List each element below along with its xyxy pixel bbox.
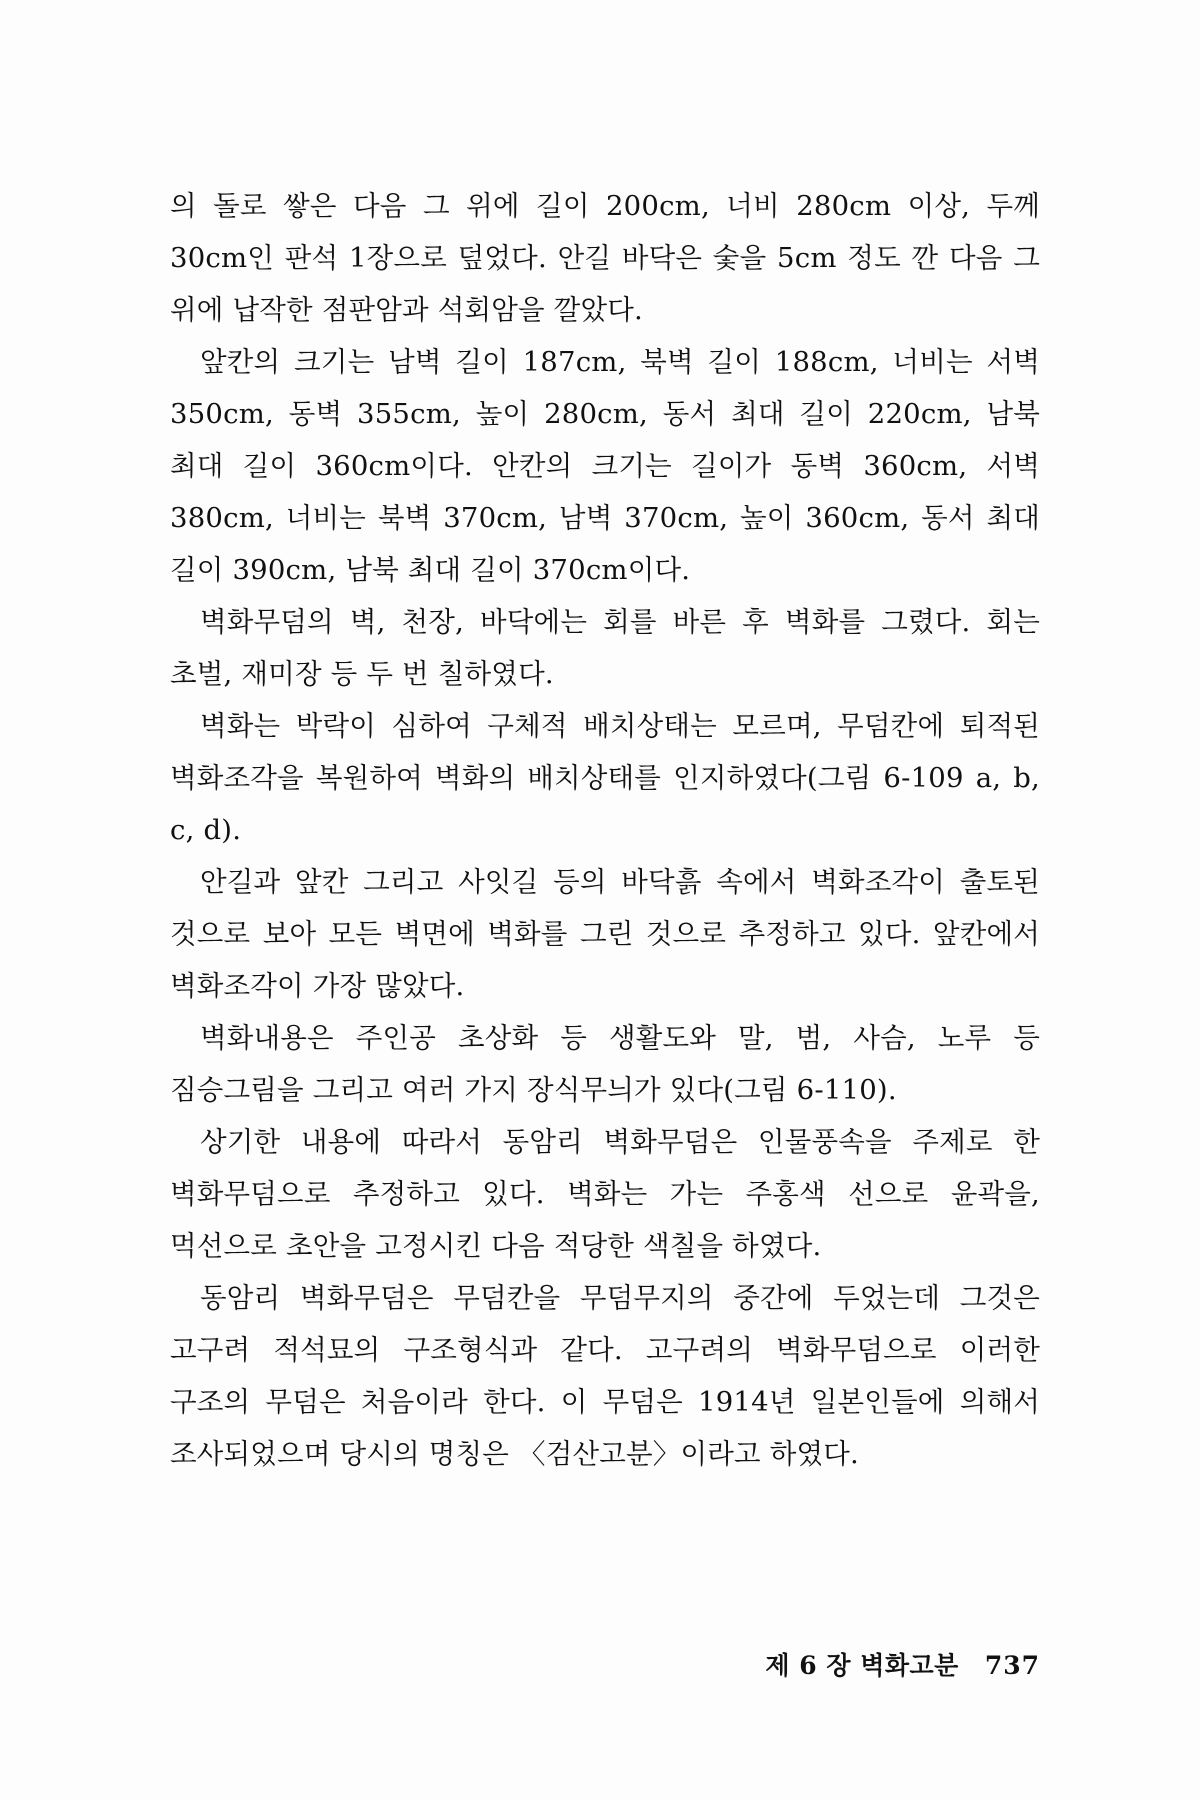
footer-chapter-label: 제 6 장 벽화고분 <box>765 1651 959 1680</box>
paragraph: 벽화내용은 주인공 초상화 등 생활도와 말, 범, 사슴, 노루 등 짐승그림을 그리고 여러 가지 장식무늬가 있다(그림 6-110). <box>170 1022 1040 1106</box>
paragraph: 벽화무덤의 벽, 천장, 바닥에는 회를 바른 후 벽화를 그렸다. 회는 초벌, 재미장 등 두 번 칠하였다. <box>170 606 1040 690</box>
paragraph: 동암리 벽화무덤은 무덤칸을 무덤무지의 중간에 두었는데 그것은 고구려 적석묘의 구조형식과 같다. 고구려의 벽화무덤으로 이러한 구조의 무덤은 처음이라 한다. 이 무덤은 1914년 일본인들에 의해서 조사되었으며 당시의 명칭은 〈검산고분〉이라고 하였다. <box>170 1282 1040 1470</box>
page-number: 737 <box>984 1651 1040 1680</box>
paragraph: 앞칸의 크기는 남벽 길이 187cm, 북벽 길이 188cm, 너비는 서벽 350cm, 동벽 355cm, 높이 280cm, 동서 최대 길이 220cm, 남북 최대 길이 360cm이다. 안칸의 크기는 길이가 동벽 360cm, 서벽 380cm, 너비는 북벽 370cm, 남벽 370cm, 높이 360cm, 동서 최대 길이 390cm, 남북 최대 길이 370cm이다. <box>170 346 1040 586</box>
paragraph: 안길과 앞칸 그리고 사잇길 등의 바닥흙 속에서 벽화조각이 출토된 것으로 보아 모든 벽면에 벽화를 그린 것으로 추정하고 있다. 앞칸에서 벽화조각이 가장 많았다. <box>170 866 1040 1002</box>
page-body <box>170 180 1040 1480</box>
paragraph: 상기한 내용에 따라서 동암리 벽화무덤은 인물풍속을 주제로 한 벽화무덤으로 추정하고 있다. 벽화는 가는 주홍색 선으로 윤곽을, 먹선으로 초안을 고정시킨 다음 적당한 색칠을 하였다. <box>170 1126 1040 1262</box>
page-footer <box>170 1646 1040 1682</box>
paragraph: 의 돌로 쌓은 다음 그 위에 길이 200cm, 너비 280cm 이상, 두께 30cm인 판석 1장으로 덮었다. 안길 바닥은 숯을 5cm 정도 깐 다음 그 위에 납작한 점판암과 석회암을 깔았다. <box>170 190 1040 326</box>
paragraph: 벽화는 박락이 심하여 구체적 배치상태는 모르며, 무덤칸에 퇴적된 벽화조각을 복원하여 벽화의 배치상태를 인지하였다(그림 6-109 a, b, c, d). <box>170 710 1040 846</box>
